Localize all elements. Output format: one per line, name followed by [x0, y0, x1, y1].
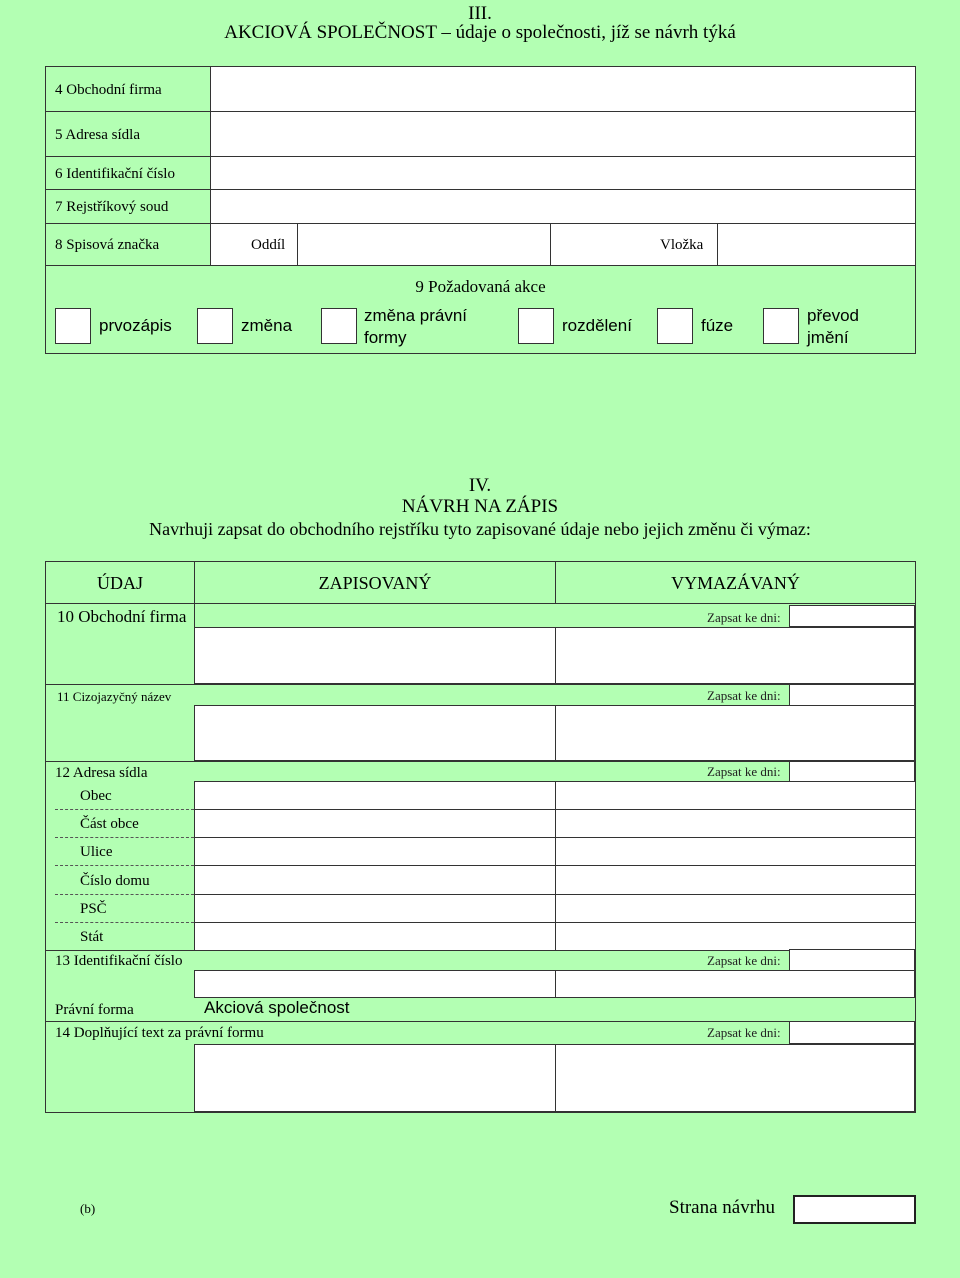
option-zmena-pravni-formy-label: [364, 305, 467, 349]
checkbox-zmena-pravni-formy[interactable]: [321, 308, 357, 344]
checkbox-prvozapis[interactable]: [55, 308, 91, 344]
row-11-zapisovany-field[interactable]: [194, 705, 556, 761]
row-12-date-field[interactable]: [789, 761, 915, 782]
field-spisova-label: 8 Spisová značka: [55, 237, 160, 253]
row-11-vymazavany-field[interactable]: [555, 705, 915, 761]
col-vymazavany-header: VYMAZÁVANÝ: [671, 573, 800, 593]
row-13-label: 13 Identifikační číslo: [55, 953, 183, 969]
section-4-intro: Navrhuji zapsat do obchodního rejstříku tyto zapisované údaje nebo jejich změnu či výmaz:: [149, 519, 811, 539]
option-fuze-label: fúze: [701, 316, 734, 335]
address-cast-obce-label: Část obce: [80, 816, 139, 832]
option-prevod-jmeni-line1: převod: [807, 306, 859, 325]
row-13-vymazavany-field[interactable]: [555, 970, 915, 998]
row-14-label: 14 Doplňující text za právní formu: [55, 1025, 264, 1041]
section-4-heading: NÁVRH NA ZÁPIS: [401, 496, 559, 517]
row-12-zapsat-label: Zapsat ke dni:: [707, 764, 781, 779]
row-13-zapsat-label: Zapsat ke dni:: [707, 953, 781, 968]
address-cislo-domu-label: Číslo domu: [80, 873, 150, 889]
footer-variant: (b): [80, 1201, 96, 1216]
section-3-heading: AKCIOVÁ SPOLEČNOST – údaje o společnosti, jíž se návrh týká: [224, 22, 736, 43]
footer-strana-field[interactable]: [793, 1195, 916, 1224]
row-11-zapsat-label: Zapsat ke dni:: [707, 688, 781, 703]
col-zapisovany-header: ZAPISOVANÝ: [318, 573, 432, 593]
row-10-vymazavany-field[interactable]: [555, 627, 915, 684]
row-11-date-field[interactable]: [789, 684, 915, 706]
option-prevod-jmeni-line2: jmění: [807, 328, 849, 347]
checkbox-fuze[interactable]: [657, 308, 693, 344]
col-udaj-header: ÚDAJ: [96, 573, 143, 593]
option-zmena-pravni-formy-line2: formy: [364, 328, 407, 347]
row-10-zapsat-label: Zapsat ke dni:: [707, 610, 781, 625]
action-title: 9 Požadovaná akce: [415, 277, 546, 296]
section-3-roman: III.: [468, 3, 492, 24]
company-fields-box: [45, 66, 916, 354]
checkbox-prevod-jmeni[interactable]: [763, 308, 799, 344]
section-4-roman: IV.: [468, 475, 492, 496]
checkbox-rozdeleni[interactable]: [518, 308, 554, 344]
address-obec-label: Obec: [80, 788, 112, 804]
option-prevod-jmeni-label: [807, 305, 859, 349]
address-stat-label: Stát: [80, 929, 104, 945]
row-14-vymazavany-field[interactable]: [555, 1044, 915, 1112]
address-psc-label: PSČ: [80, 901, 107, 917]
checkbox-zmena[interactable]: [197, 308, 233, 344]
pravni-forma-value: Akciová společnost: [204, 998, 350, 1017]
row-10-label: 10 Obchodní firma: [57, 607, 187, 626]
option-rozdeleni-label: rozdělení: [562, 316, 632, 335]
option-zmena-pravni-formy-line1: změna právní: [364, 306, 467, 325]
field-vlozka-label: Vložka: [660, 237, 704, 253]
option-zmena-label: změna: [241, 316, 293, 335]
field-ico-label: 6 Identifikační číslo: [55, 166, 175, 182]
oddil-field[interactable]: [298, 223, 548, 265]
row-10-zapisovany-field[interactable]: [194, 627, 556, 684]
address-ulice-label: Ulice: [80, 844, 113, 860]
row-14-zapsat-label: Zapsat ke dni:: [707, 1025, 781, 1040]
entries-table: [45, 561, 916, 1113]
row-11-label: 11 Cizojazyčný název: [57, 689, 172, 704]
row-14-zapisovany-field[interactable]: [194, 1044, 556, 1112]
option-prvozapis-label: prvozápis: [99, 316, 172, 335]
field-oddil-label: Oddíl: [251, 237, 286, 253]
row-10-date-field[interactable]: [789, 605, 915, 627]
row-14-date-field[interactable]: [789, 1021, 915, 1044]
row-13-date-field[interactable]: [789, 949, 915, 971]
footer-strana-label: Strana návrhu: [669, 1197, 776, 1218]
field-soud-label: 7 Rejstříkový soud: [55, 199, 169, 215]
row-12-label: 12 Adresa sídla: [55, 765, 148, 781]
pravni-forma-label: Právní forma: [55, 1002, 134, 1018]
row-13-zapisovany-field[interactable]: [194, 970, 556, 998]
field-adresa-label: 5 Adresa sídla: [55, 127, 140, 143]
field-firma-label: 4 Obchodní firma: [55, 82, 162, 98]
vlozka-field[interactable]: [718, 223, 915, 265]
